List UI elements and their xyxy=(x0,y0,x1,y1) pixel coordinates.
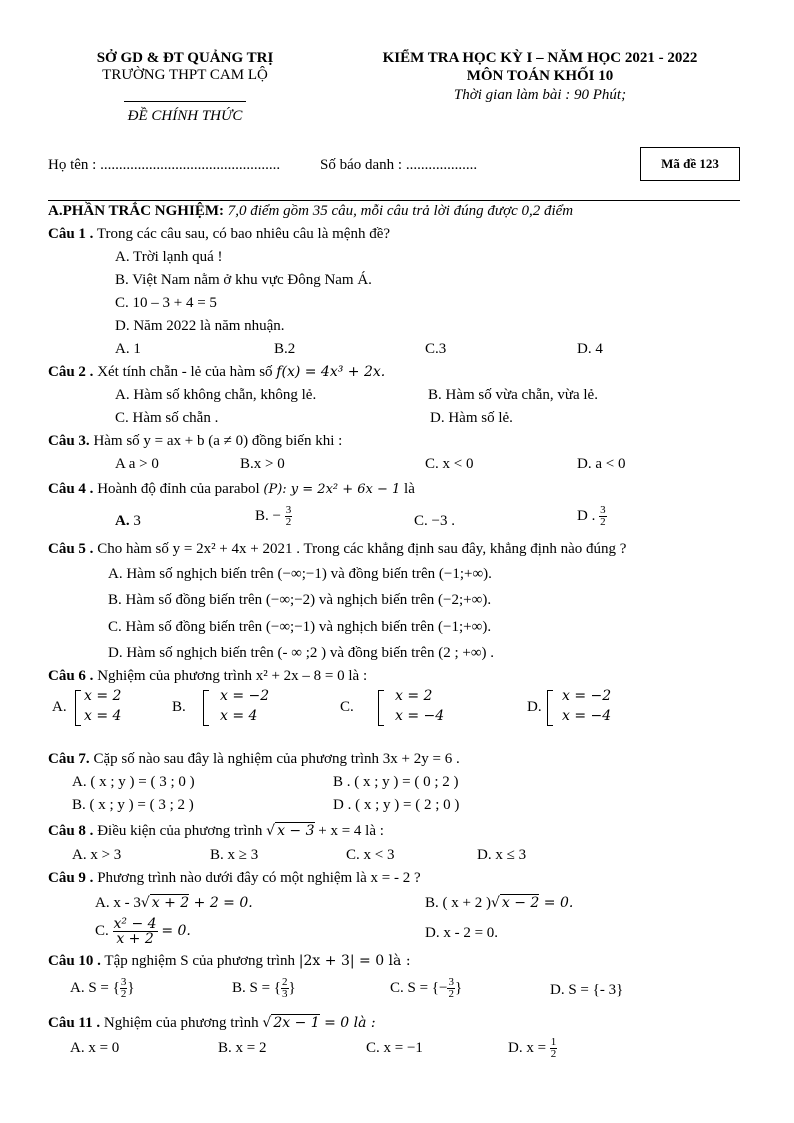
option-value: 3 xyxy=(133,513,141,529)
denominator: x + 2 xyxy=(116,931,154,947)
question-text: Xét tính chẵn - lẻ của hàm số xyxy=(97,364,273,380)
option-prefix: A. x - 3 xyxy=(95,895,141,911)
question-label: Câu 7. xyxy=(48,751,90,767)
fraction xyxy=(550,1037,558,1060)
answer-option-c-letter: C. xyxy=(340,699,354,715)
question-text: Trong các câu sau, có bao nhiêu câu là mệnh đề? xyxy=(96,226,391,242)
answer-option-b xyxy=(255,505,292,528)
numerator: 1 xyxy=(550,1036,557,1048)
question-text: Điều kiện của phương trình xyxy=(97,823,263,839)
answer-option-d: D. Hàm số lẻ. xyxy=(430,410,513,426)
answer-option-c: C. −3 . xyxy=(414,513,455,529)
bracket-icon xyxy=(547,690,553,726)
radicand: x − 3 xyxy=(277,823,315,839)
radicand: 2x − 1 xyxy=(273,1015,320,1031)
question-10 xyxy=(48,953,411,970)
question-7 xyxy=(48,751,460,768)
question-label: Câu 10 . xyxy=(48,953,101,969)
question-text: Nghiệm của phương trình x² + 2x – 8 = 0 là : xyxy=(97,668,368,684)
option-prefix: B. ( x + 2 ) xyxy=(425,895,491,911)
equation: |2x + 3| = 0 là : xyxy=(298,953,411,969)
statement-item: D. Năm 2022 là năm nhuận. xyxy=(115,318,285,334)
statement-item: A. Trời lạnh quá ! xyxy=(115,249,223,265)
answer-option-c: C. Hàm số đồng biến trên (−∞;−1) và nghịch biến trên (−1;+∞). xyxy=(108,619,492,635)
root-1: x = 2 xyxy=(395,688,433,704)
answer-option-c: C. Hàm số chẵn . xyxy=(115,410,219,426)
answer-option-d: D. 4 xyxy=(577,341,603,357)
statement-item: C. 10 – 3 + 4 = 5 xyxy=(115,295,217,311)
root-2: x = 4 xyxy=(220,708,258,724)
answer-option-c: C. x < 3 xyxy=(346,847,395,863)
root-2: x = −4 xyxy=(562,708,612,724)
header-rule xyxy=(48,200,740,201)
question-tail: + x = 4 là : xyxy=(318,823,384,839)
section-title: A.PHẦN TRẮC NGHIỆM: xyxy=(48,203,224,219)
fraction xyxy=(281,977,289,1000)
option-suffix: = 0. xyxy=(161,922,191,939)
question-6 xyxy=(48,668,367,685)
option-prefix: A. S = { xyxy=(70,979,120,996)
root-1: x = 2 xyxy=(84,688,122,704)
option-letter: A. xyxy=(115,513,130,529)
answer-option-b: B. Hàm số vừa chẵn, vừa lẻ. xyxy=(428,387,598,403)
answer-option-b: B.x > 0 xyxy=(240,456,285,472)
answer-option-a xyxy=(115,513,141,530)
answer-option-a: A. ( x ; y ) = ( 3 ; 0 ) xyxy=(72,774,195,790)
exam-code-box xyxy=(640,147,740,181)
denominator: 2 xyxy=(120,988,127,1000)
denominator: 3 xyxy=(282,988,288,1000)
denominator: 2 xyxy=(285,516,292,528)
denominator: 2 xyxy=(448,988,454,1000)
radicand: x + 2 xyxy=(151,895,190,911)
answer-option-d-letter: D. xyxy=(527,699,542,715)
fraction xyxy=(447,977,455,1000)
bracket-icon xyxy=(203,690,209,726)
bracket-icon xyxy=(378,690,384,726)
question-text: Hàm số y = ax + b (a ≠ 0) đồng biến khi : xyxy=(93,433,343,449)
option-text: B. − xyxy=(255,507,281,524)
question-tail: là xyxy=(404,481,415,497)
statement-item: B. Việt Nam nằm ở khu vực Đông Nam Á. xyxy=(115,272,372,288)
question-text: Tập nghiệm S của phương trình xyxy=(104,953,296,969)
answer-option-a: A. x = 0 xyxy=(70,1040,120,1056)
bracket-icon xyxy=(75,690,81,726)
school-name: TRƯỜNG THPT CAM LỘ xyxy=(102,67,268,83)
question-label: Câu 5 . xyxy=(48,541,94,557)
answer-option-d xyxy=(577,505,607,528)
question-1 xyxy=(48,226,390,243)
question-label: Câu 11 . xyxy=(48,1015,101,1031)
root-2: x = −4 xyxy=(395,708,445,724)
answer-option-b: B. Hàm số đồng biến trên (−∞;−2) và nghịch biến trên (−2;+∞). xyxy=(108,592,492,608)
numerator: 2 xyxy=(282,976,288,988)
answer-option-a: A. Hàm số không chẵn, không lẻ. xyxy=(115,387,317,403)
answer-option-c: C.3 xyxy=(425,341,447,357)
answer-option-d: D. Hàm số nghịch biến trên (- ∞ ;2 ) và đồng biến trên (2 ; +∞) . xyxy=(108,645,495,661)
answer-option-b: B. x = 2 xyxy=(218,1040,267,1056)
exam-code: Mã đề 123 xyxy=(661,156,719,171)
question-text: Cho hàm số y = 2x² + 4x + 2021 . Trong các khẳng định sau đây, khẳng định nào đúng ? xyxy=(97,541,627,557)
answer-option-a xyxy=(70,977,135,1000)
answer-option-b-letter: B. xyxy=(172,699,186,715)
question-5 xyxy=(48,541,626,558)
student-id-field: Số báo danh : ................... xyxy=(320,157,478,173)
question-8: Câu 8 . Điều kiện của phương trình √ x − 3 + x = 4 là : xyxy=(48,823,384,839)
answer-option-d: D. x ≤ 3 xyxy=(477,847,527,863)
option-suffix: + 2 = 0. xyxy=(189,895,253,911)
option-suffix: = 0. xyxy=(539,895,574,911)
numerator: x² − 4 xyxy=(113,916,157,932)
answer-option-d xyxy=(508,1037,557,1060)
answer-option-a: A. x > 3 xyxy=(72,847,122,863)
root-1: x = −2 xyxy=(562,688,612,704)
exam-title: KIỂM TRA HỌC KỲ I – NĂM HỌC 2021 - 2022 xyxy=(382,50,698,66)
question-label: Câu 3. xyxy=(48,433,90,449)
answer-option-d: D . ( x ; y ) = ( 2 ; 0 ) xyxy=(333,797,460,813)
radicand: x − 2 xyxy=(501,895,540,911)
option-prefix: C. xyxy=(95,922,109,939)
question-label: Câu 1 . xyxy=(48,226,94,242)
official-exam-label: ĐỀ CHÍNH THỨC xyxy=(127,108,243,124)
question-9 xyxy=(48,870,421,887)
numerator: 3 xyxy=(600,504,606,516)
answer-option-c xyxy=(390,977,462,1000)
denominator: 2 xyxy=(550,1048,557,1060)
function-formula: f(x) = 4x³ + 2x. xyxy=(276,364,386,380)
answer-option-c xyxy=(95,917,191,946)
answer-option-b: B. ( x + 2 )√ x − 2 = 0. xyxy=(425,895,574,911)
denominator: 2 xyxy=(600,516,606,528)
question-11: Câu 11 . Nghiệm của phương trình √ 2x − 1 = 0 là : xyxy=(48,1015,376,1031)
numerator: 3 xyxy=(285,504,292,516)
answer-option-b: B . ( x ; y ) = ( 0 ; 2 ) xyxy=(333,774,459,790)
question-label: Câu 6 . xyxy=(48,668,94,684)
answer-option-b: B. x ≥ 3 xyxy=(210,847,259,863)
answer-option-b xyxy=(232,977,296,1000)
answer-option-d: D. a < 0 xyxy=(577,456,626,472)
numerator: 3 xyxy=(448,976,454,988)
question-3 xyxy=(48,433,342,450)
section-description: 7,0 điểm gồm 35 câu, mỗi câu trả lời đúng được 0,2 điểm xyxy=(227,203,574,219)
fraction xyxy=(113,917,158,946)
subject-title: MÔN TOÁN KHỐI 10 xyxy=(466,68,614,84)
answer-option-a: A. 1 xyxy=(115,341,141,357)
option-prefix: B. S = { xyxy=(232,979,282,996)
question-text: Phương trình nào dưới đây có một nghiệm là x = - 2 ? xyxy=(97,870,421,886)
question-text: Nghiệm của phương trình xyxy=(103,1015,259,1031)
answer-option-c: C. x < 0 xyxy=(425,456,474,472)
option-text: D . xyxy=(577,507,600,524)
question-label: Câu 9 . xyxy=(48,870,94,886)
section-heading xyxy=(48,203,573,220)
student-name-field: Họ tên : ................................................ xyxy=(48,157,281,173)
option-text: D. x = xyxy=(508,1039,550,1056)
question-text: Hoành độ đỉnh của parabol xyxy=(97,481,260,497)
answer-option-c: B. ( x ; y ) = ( 3 ; 2 ) xyxy=(72,797,194,813)
department-name: SỞ GD & ĐT QUẢNG TRỊ xyxy=(96,50,274,66)
root-1: x = −2 xyxy=(220,688,270,704)
fraction xyxy=(599,505,607,528)
answer-option-d: D. S = {- 3} xyxy=(550,982,624,998)
question-tail: = 0 là : xyxy=(319,1015,376,1031)
time-limit: Thời gian làm bài : 90 Phút; xyxy=(453,87,627,103)
answer-option-a-letter: A. xyxy=(52,699,67,715)
question-label: Câu 2 . xyxy=(48,364,94,380)
parabol-formula: (P): y = 2x² + 6x − 1 xyxy=(263,482,401,497)
root-2: x = 4 xyxy=(84,708,122,724)
question-4 xyxy=(48,481,415,498)
answer-option-a: A a > 0 xyxy=(115,456,159,472)
underline-divider xyxy=(124,101,246,102)
answer-option-a: A. Hàm số nghịch biến trên (−∞;−1) và đồng biến trên (−1;+∞). xyxy=(108,566,492,582)
answer-option-c: C. x = −1 xyxy=(366,1040,423,1056)
set-close: } xyxy=(127,979,135,996)
numerator: 3 xyxy=(120,976,127,988)
answer-option-a: A. x - 3√ x + 2 + 2 = 0. xyxy=(95,895,253,911)
question-label: Câu 8 . xyxy=(48,823,94,839)
option-prefix: C. S = {− xyxy=(390,979,448,996)
question-2 xyxy=(48,364,385,381)
set-close: } xyxy=(288,979,296,996)
question-label: Câu 4 . xyxy=(48,481,94,497)
set-close: } xyxy=(454,979,463,996)
answer-option-b: B.2 xyxy=(274,341,296,357)
fraction xyxy=(285,505,293,528)
answer-option-d: D. x - 2 = 0. xyxy=(425,925,499,941)
question-text: Cặp số nào sau đây là nghiệm của phương trình 3x + 2y = 6 . xyxy=(93,751,460,767)
